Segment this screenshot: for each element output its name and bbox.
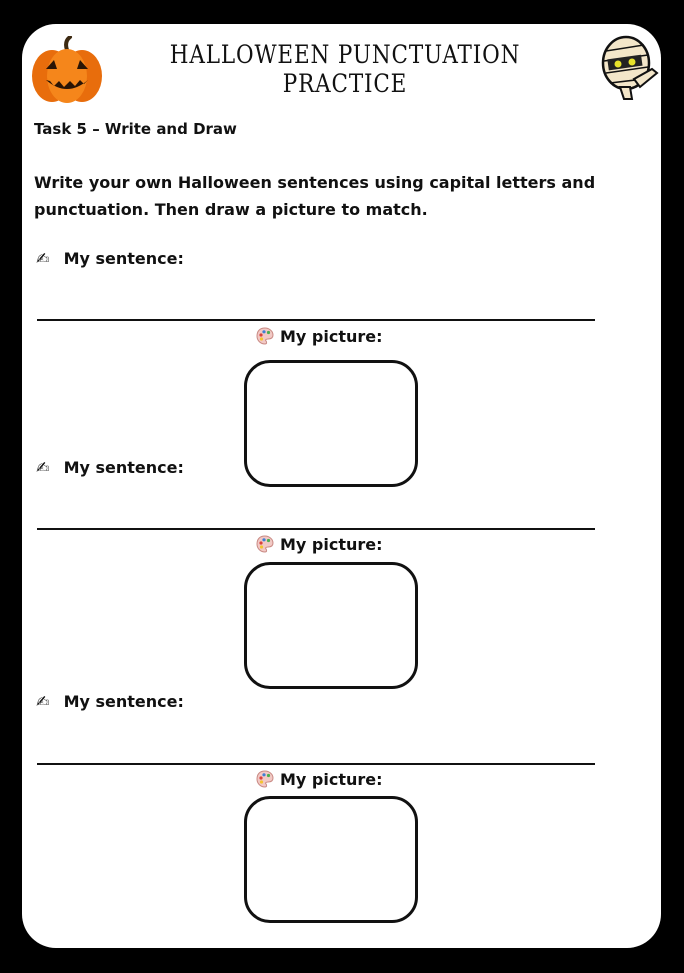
picture-drawing-box[interactable] [244, 796, 418, 923]
sentence-label [36, 249, 184, 268]
mummy-icon [600, 33, 660, 103]
writing-hand-icon: ✍ [36, 458, 50, 477]
sentence-label [36, 692, 184, 711]
sentence-label-text: My sentence: [63, 458, 184, 477]
sentence-label-text: My sentence: [63, 692, 184, 711]
picture-label-text: My picture: [280, 535, 383, 554]
picture-drawing-box[interactable] [244, 562, 418, 689]
task-instructions: Write your own Halloween sentences using capital letters and punctuation. Then draw a picture to match. [34, 173, 596, 219]
writing-hand-icon: ✍ [36, 249, 50, 268]
picture-label-text: My picture: [280, 327, 383, 346]
jack-o-lantern-icon [30, 36, 104, 104]
page-title: HALLOWEEN PUNCTUATION PRACTICE [169, 40, 521, 98]
picture-label [256, 535, 383, 554]
picture-label [256, 327, 383, 346]
art-palette-icon [256, 770, 274, 788]
task-heading: Task 5 – Write and Draw [34, 120, 237, 138]
art-palette-icon [256, 535, 274, 553]
sentence-label-text: My sentence: [63, 249, 184, 268]
writing-hand-icon: ✍ [36, 692, 50, 711]
picture-label [256, 770, 383, 789]
sentence-label [36, 458, 184, 477]
picture-label-text: My picture: [280, 770, 383, 789]
picture-drawing-box[interactable] [244, 360, 418, 487]
art-palette-icon [256, 327, 274, 345]
sentence-writing-line[interactable] [37, 319, 595, 321]
sentence-writing-line[interactable] [37, 528, 595, 530]
sentence-writing-line[interactable] [37, 763, 595, 765]
